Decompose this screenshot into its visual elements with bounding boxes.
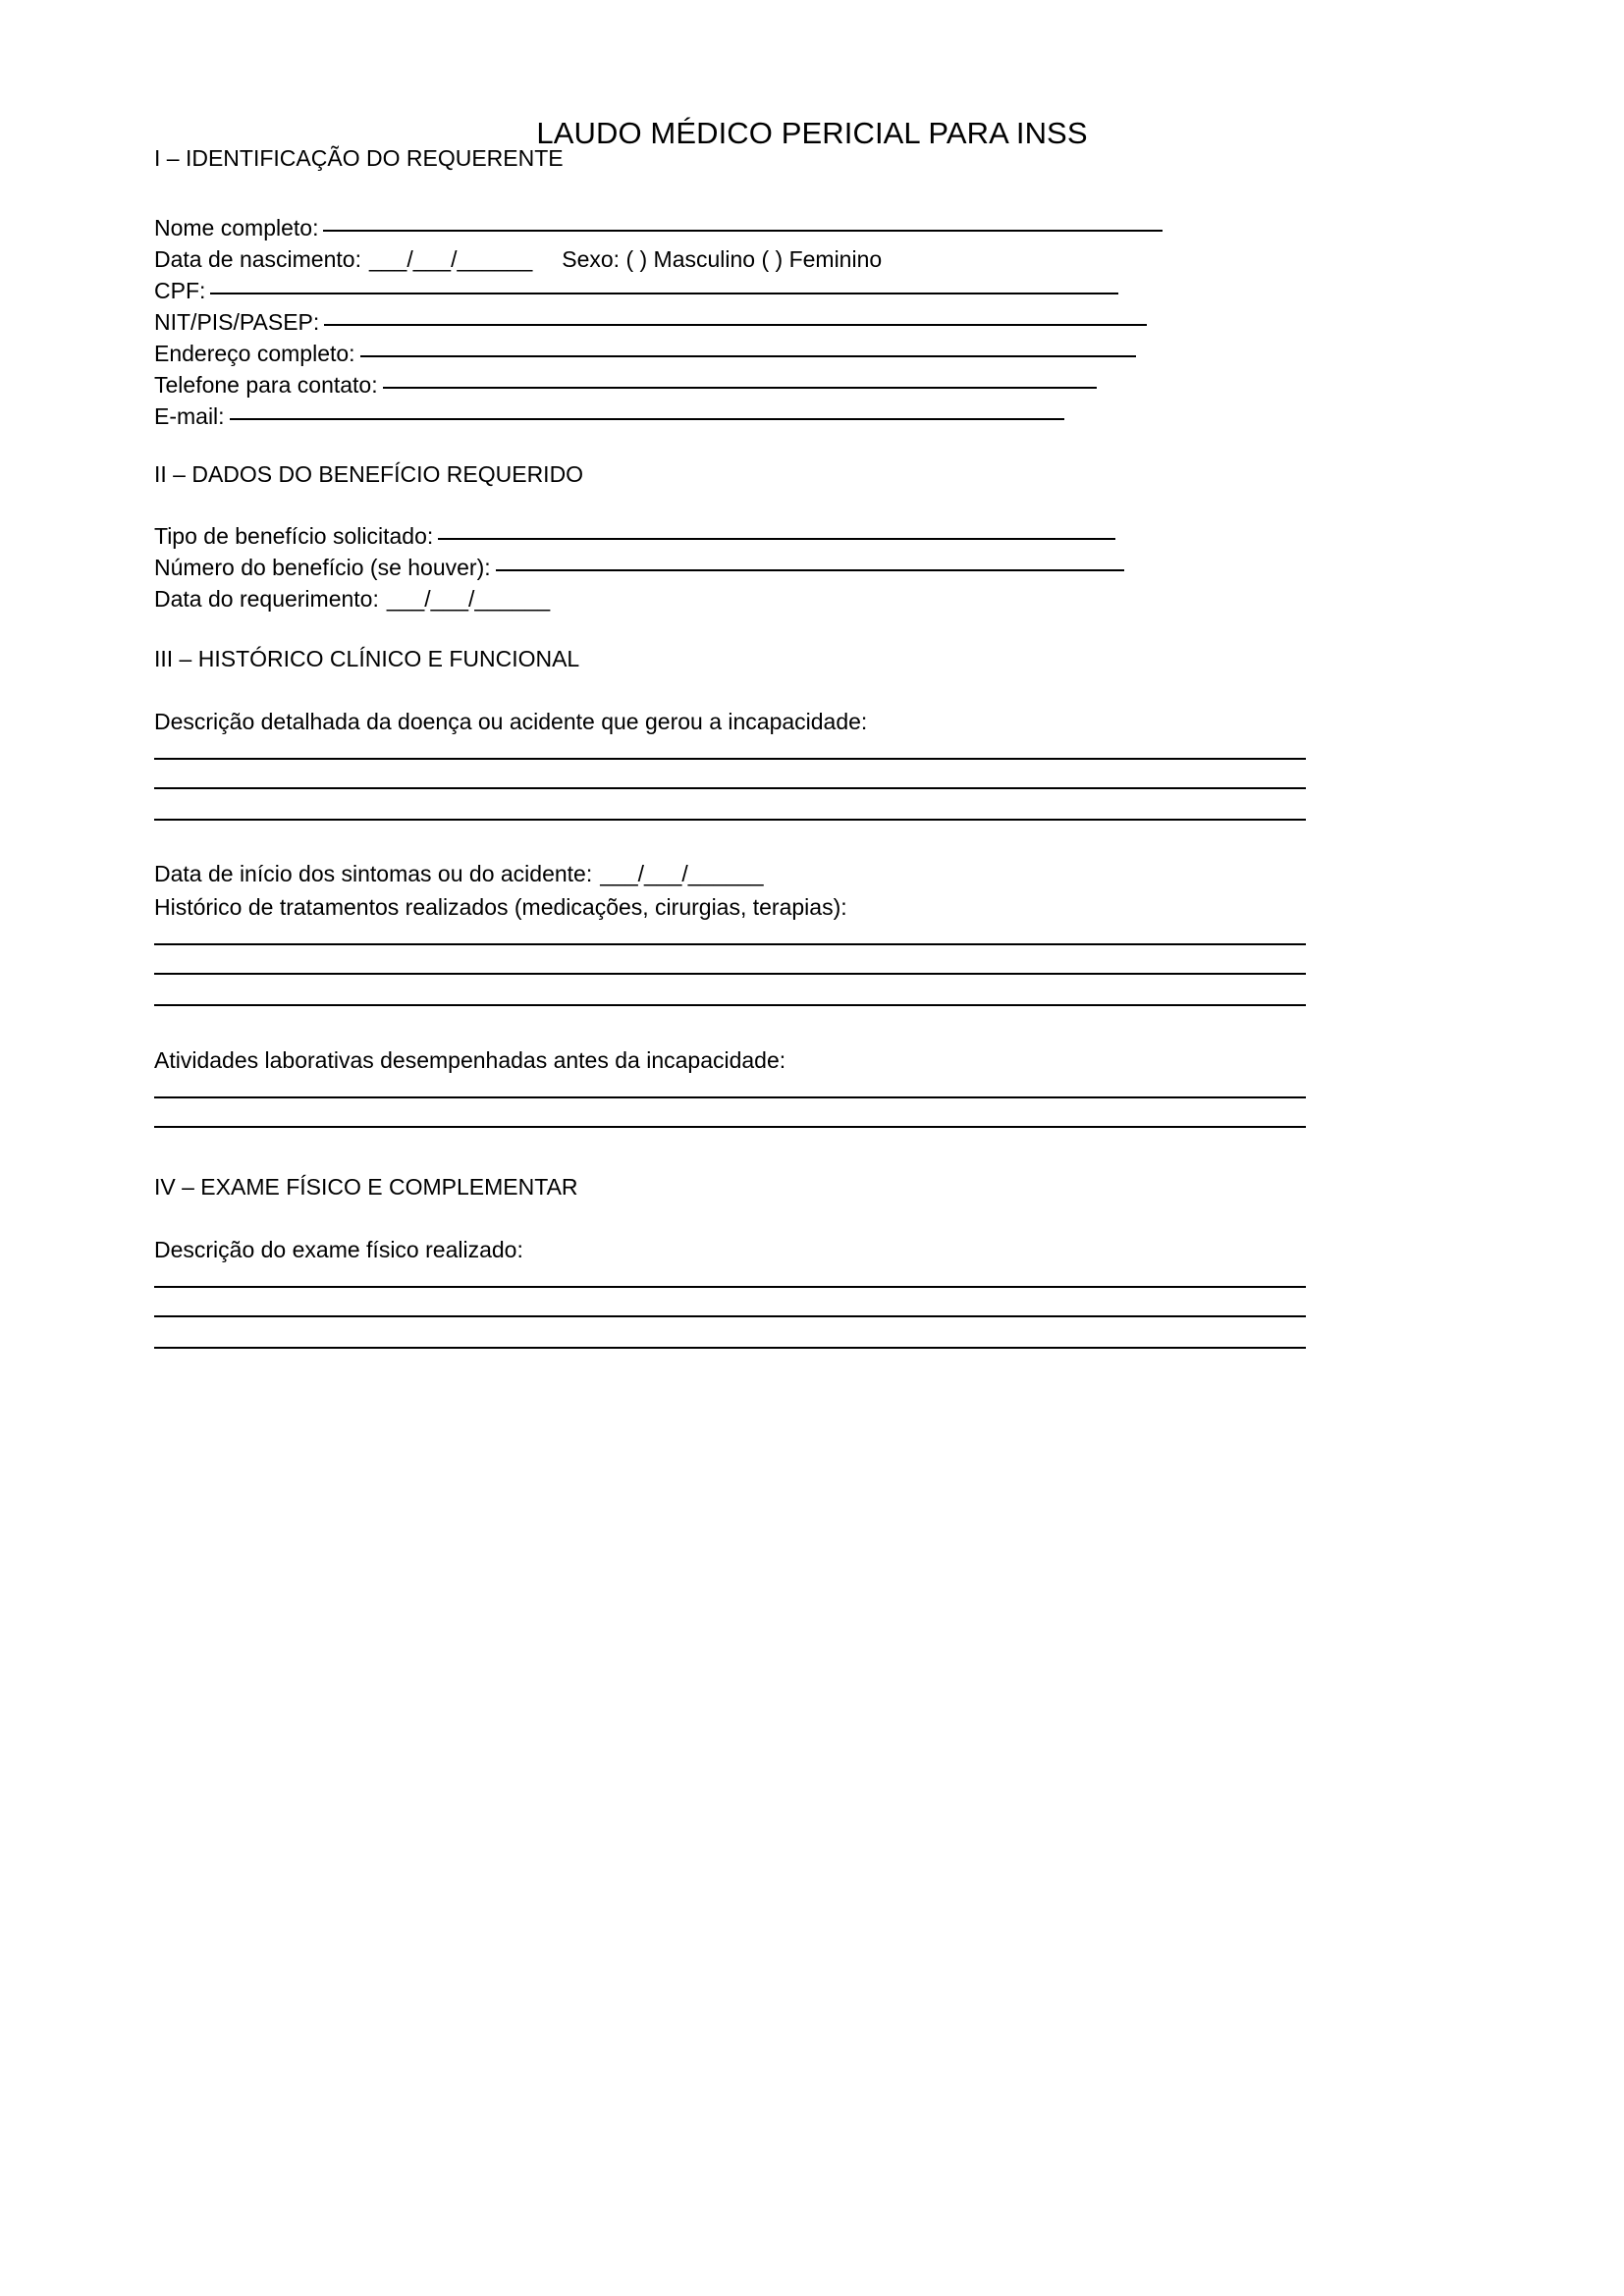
field-sexo-options[interactable]: Sexo: ( ) Masculino ( ) Feminino: [562, 246, 883, 272]
field-blank-data-inicio-sintomas[interactable]: ___/___/______: [600, 861, 764, 886]
field-rule-telefone-contato[interactable]: [383, 387, 1097, 389]
section-beneficio: [154, 461, 1313, 488]
section-identificacao: [154, 145, 1313, 172]
field-rule-numero-beneficio[interactable]: [496, 569, 1124, 571]
prompt-label-descricao-doenca: Descrição detalhada da doença ou acidente que gerou a incapacidade:: [154, 709, 868, 734]
answer-rule[interactable]: [154, 787, 1306, 789]
field-label-numero-beneficio: Número do benefício (se houver):: [154, 555, 491, 580]
field-data-inicio-sintomas[interactable]: [154, 861, 1313, 887]
field-rule-email[interactable]: [230, 418, 1064, 420]
answer-rule[interactable]: [154, 1126, 1306, 1128]
field-rule-nit-pis-pasep[interactable]: [324, 324, 1147, 326]
answer-rule[interactable]: [154, 819, 1306, 821]
answer-rule[interactable]: [154, 1004, 1306, 1006]
field-label-nit-pis-pasep: NIT/PIS/PASEP:: [154, 309, 320, 335]
answer-rule[interactable]: [154, 758, 1306, 760]
field-label-email: E-mail:: [154, 403, 225, 429]
field-label-data-requerimento: Data do requerimento:: [154, 586, 379, 612]
answer-block-descricao-doenca[interactable]: [154, 758, 1313, 821]
answer-rule[interactable]: [154, 943, 1306, 945]
field-label-nome-completo: Nome completo:: [154, 215, 319, 240]
field-rule-nome-completo[interactable]: [323, 230, 1163, 232]
field-rule-cpf[interactable]: [210, 293, 1118, 294]
answer-rule[interactable]: [154, 1315, 1306, 1317]
field-data-requerimento[interactable]: [154, 586, 1313, 613]
field-label-data-inicio-sintomas: Data de início dos sintomas ou do acidente:: [154, 861, 593, 886]
answer-rule[interactable]: [154, 1286, 1306, 1288]
field-data-nascimento-sexo[interactable]: [154, 246, 1313, 273]
field-nit-pis-pasep[interactable]: [154, 309, 1313, 336]
answer-rule[interactable]: [154, 973, 1306, 975]
section-heading-historico: III – HISTÓRICO CLÍNICO E FUNCIONAL: [154, 646, 580, 671]
prompt-descricao-doenca: [154, 709, 1313, 735]
answer-rule[interactable]: [154, 1096, 1306, 1098]
field-label-endereco-completo: Endereço completo:: [154, 341, 355, 366]
prompt-label-descricao-exame-fisico: Descrição do exame físico realizado:: [154, 1237, 523, 1262]
prompt-descricao-exame-fisico: [154, 1237, 1313, 1263]
section-historico: [154, 646, 1313, 672]
field-email[interactable]: [154, 403, 1313, 430]
field-label-data-nascimento: Data de nascimento:: [154, 246, 361, 272]
answer-block-atividades-laborativas[interactable]: [154, 1096, 1313, 1128]
answer-block-historico-tratamentos[interactable]: [154, 943, 1313, 1006]
field-label-cpf: CPF:: [154, 278, 206, 303]
field-cpf[interactable]: [154, 278, 1313, 304]
field-endereco-completo[interactable]: [154, 341, 1313, 367]
section-heading-beneficio: II – DADOS DO BENEFÍCIO REQUERIDO: [154, 461, 584, 487]
field-tipo-beneficio[interactable]: [154, 523, 1313, 550]
field-label-telefone-contato: Telefone para contato:: [154, 372, 378, 398]
section-heading-exame: IV – EXAME FÍSICO E COMPLEMENTAR: [154, 1174, 578, 1200]
field-label-tipo-beneficio: Tipo de benefício solicitado:: [154, 523, 434, 549]
field-rule-tipo-beneficio[interactable]: [438, 538, 1115, 540]
page-title: LAUDO MÉDICO PERICIAL PARA INSS: [536, 116, 1088, 150]
field-nome-completo[interactable]: [154, 215, 1313, 241]
section-exame: [154, 1174, 1313, 1201]
answer-rule[interactable]: [154, 1347, 1306, 1349]
prompt-atividades-laborativas: [154, 1047, 1313, 1074]
prompt-label-historico-tratamentos: Histórico de tratamentos realizados (medicações, cirurgias, terapias):: [154, 894, 847, 920]
field-rule-endereco-completo[interactable]: [360, 355, 1136, 357]
prompt-label-atividades-laborativas: Atividades laborativas desempenhadas antes da incapacidade:: [154, 1047, 786, 1073]
section-heading-identificacao: I – IDENTIFICAÇÃO DO REQUERENTE: [154, 145, 564, 171]
field-blank-data-requerimento[interactable]: ___/___/______: [386, 586, 551, 612]
prompt-historico-tratamentos: [154, 894, 1313, 921]
field-numero-beneficio[interactable]: [154, 555, 1313, 581]
answer-block-descricao-exame-fisico[interactable]: [154, 1286, 1313, 1349]
field-telefone-contato[interactable]: [154, 372, 1313, 399]
field-blank-data-nascimento[interactable]: ___/___/______: [368, 246, 533, 272]
